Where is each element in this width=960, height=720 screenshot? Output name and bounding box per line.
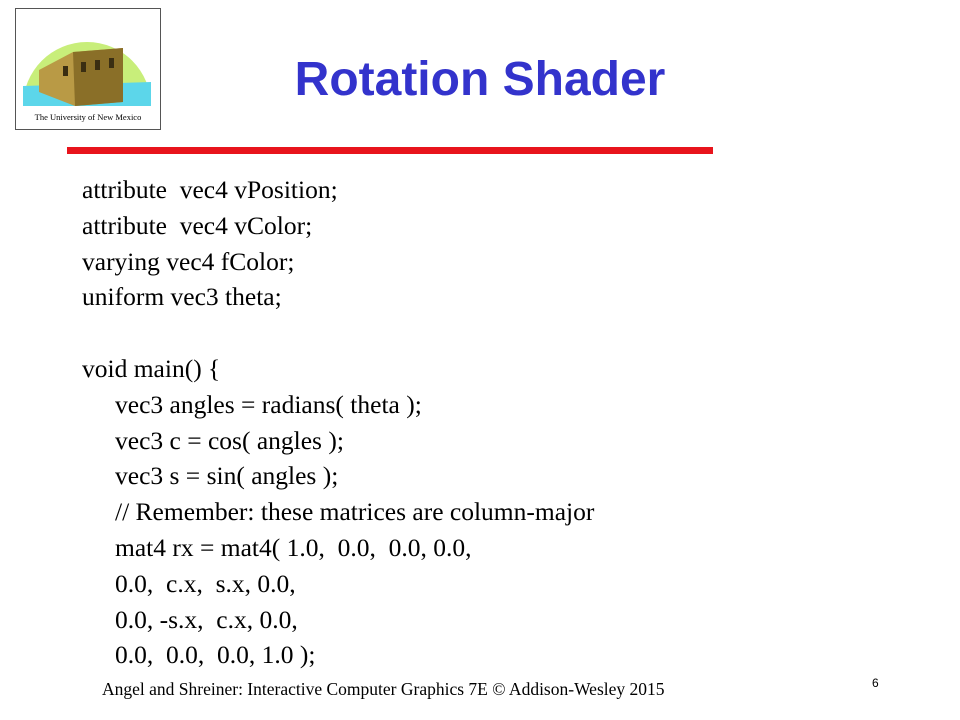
code-line: mat4 rx = mat4( 1.0, 0.0, 0.0, 0.0, — [115, 532, 472, 562]
code-line: 0.0, c.x, s.x, 0.0, — [115, 568, 296, 598]
title-divider — [67, 147, 713, 154]
university-logo — [15, 8, 161, 130]
code-line: vec3 s = sin( angles ); — [115, 461, 339, 491]
logo-caption: The University of New Mexico — [34, 112, 142, 122]
page-number: 6 — [872, 676, 879, 690]
slide-title: Rotation Shader — [294, 53, 666, 106]
slide-footer: Angel and Shreiner: Interactive Computer Graphics 7E © Addison-Wesley 2015 — [102, 679, 665, 699]
code-line-blank — [82, 315, 782, 351]
code-line: varying vec4 fColor; — [82, 246, 295, 276]
shader-code-block — [82, 172, 782, 673]
code-line: 0.0, -s.x, c.x, 0.0, — [115, 604, 298, 634]
code-line: uniform vec3 theta; — [82, 282, 282, 312]
code-comment-line: // Remember: these matrices are column-major — [115, 497, 595, 527]
code-line: attribute vec4 vPosition; — [82, 175, 338, 204]
code-line: 0.0, 0.0, 0.0, 1.0 ); — [115, 640, 316, 670]
code-line: vec3 c = cos( angles ); — [115, 425, 344, 455]
code-line: void main() { — [82, 353, 221, 383]
code-line: vec3 angles = radians( theta ); — [115, 389, 422, 419]
code-line: attribute vec4 vColor; — [82, 210, 313, 240]
logo-graphic — [15, 8, 161, 130]
